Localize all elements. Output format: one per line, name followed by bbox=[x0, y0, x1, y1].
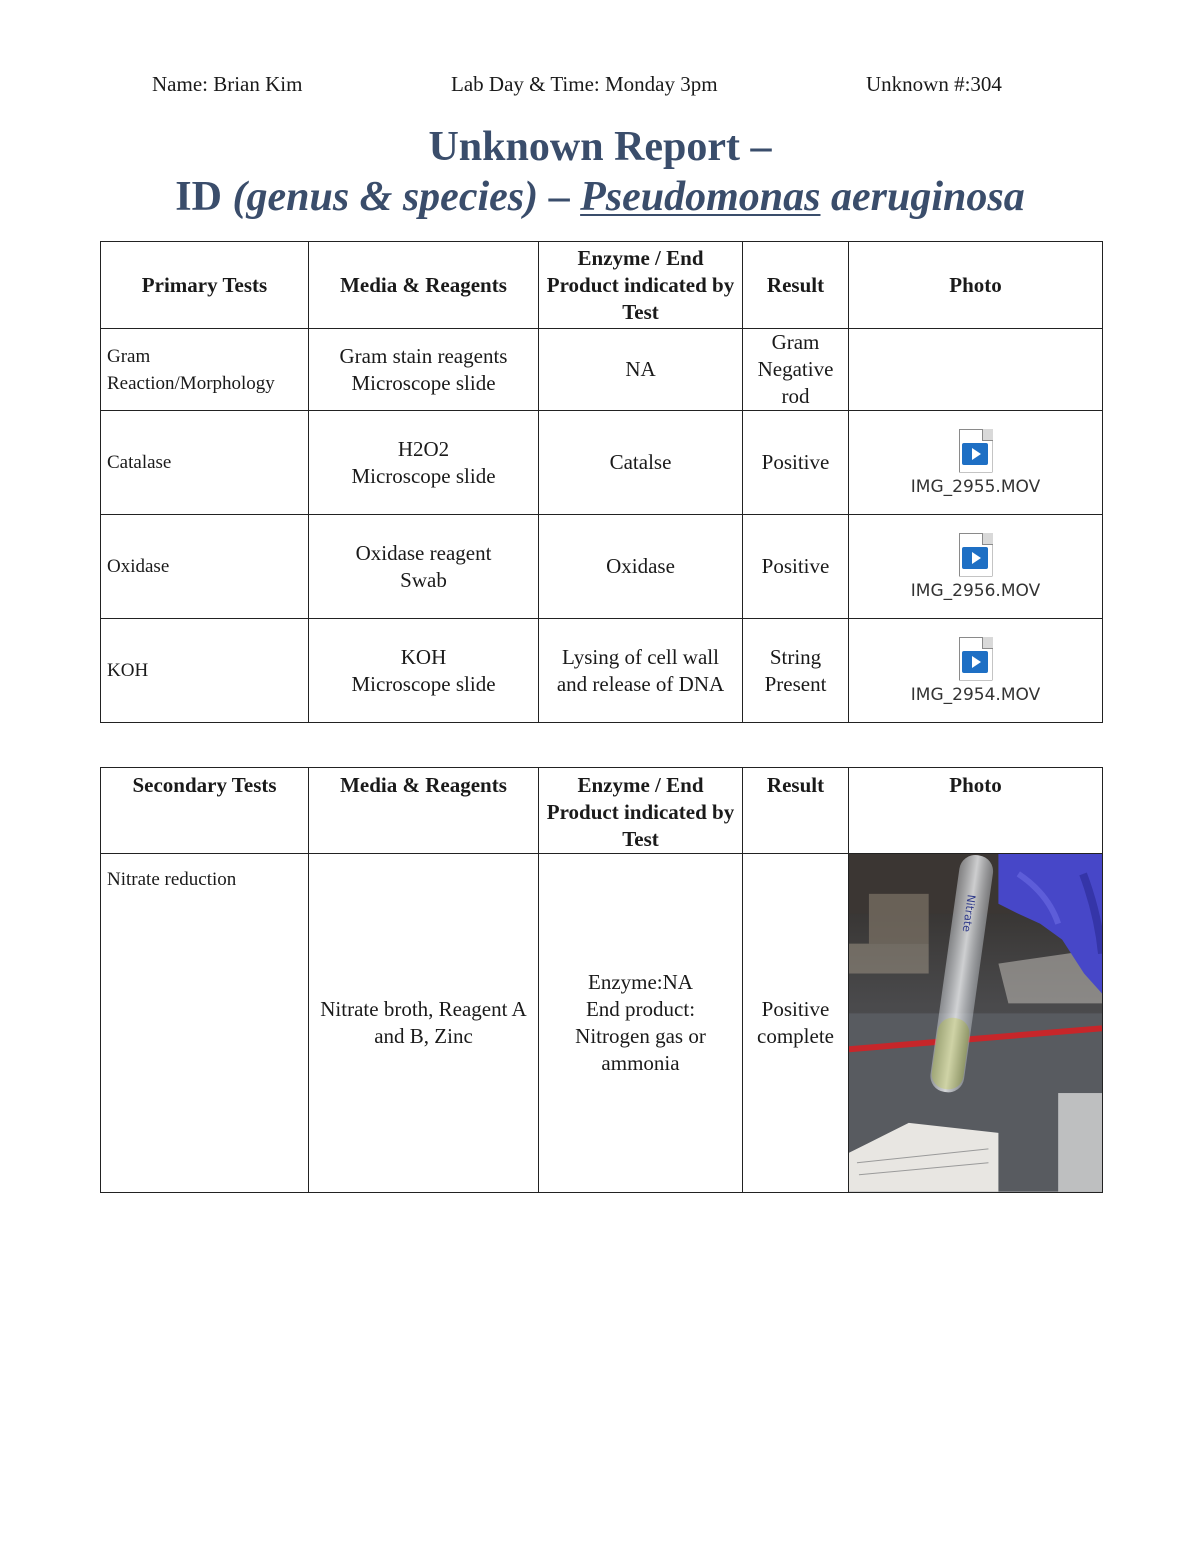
genus-species-label: (genus & species) bbox=[232, 174, 539, 220]
nitrate-photo bbox=[849, 854, 1103, 1193]
result-text: String Present bbox=[764, 644, 827, 696]
test-name: Gram Reaction/Morphology bbox=[101, 329, 309, 411]
unknown-number: Unknown #:304 bbox=[866, 72, 1002, 96]
enzyme-product: Catalse bbox=[539, 411, 743, 515]
photo-attachment[interactable] bbox=[849, 515, 1103, 619]
col-header-test: Secondary Tests bbox=[101, 768, 309, 854]
table-header-row bbox=[101, 768, 1103, 854]
photo-cell-empty bbox=[849, 329, 1103, 411]
media-line: KOH Microscope slide bbox=[351, 644, 496, 696]
video-file[interactable] bbox=[911, 637, 1040, 705]
title-dash: – bbox=[538, 174, 581, 220]
col-header-enzyme: Enzyme / End Product indicated by Test bbox=[539, 768, 743, 854]
id-prefix: ID bbox=[175, 174, 233, 220]
col-header-result: Result bbox=[743, 242, 849, 329]
col-header-enzyme: Enzyme / End Product indicated by Test bbox=[539, 242, 743, 329]
species-name: aeruginosa bbox=[820, 174, 1025, 220]
media-reagents bbox=[309, 515, 539, 619]
table-row bbox=[101, 329, 1103, 411]
col-header-result: Result bbox=[743, 768, 849, 854]
col-header-media: Media & Reagents bbox=[309, 242, 539, 329]
lab-day-time: Lab Day & Time: Monday 3pm bbox=[451, 72, 718, 96]
result: Positive bbox=[743, 411, 849, 515]
video-file-icon bbox=[959, 429, 993, 473]
photo-attachment[interactable] bbox=[849, 411, 1103, 515]
file-name: IMG_2956.MOV bbox=[910, 580, 1041, 601]
student-name: Name: Brian Kim bbox=[152, 72, 303, 96]
result bbox=[743, 854, 849, 1193]
file-name: IMG_2954.MOV bbox=[910, 684, 1041, 705]
table-row bbox=[101, 854, 1103, 1193]
nitrate-tube-photo bbox=[849, 854, 1102, 1192]
test-name: KOH bbox=[101, 619, 309, 723]
secondary-tests-table bbox=[100, 767, 1103, 1193]
media-line: H2O2 Microscope slide bbox=[351, 436, 496, 488]
video-file[interactable] bbox=[911, 429, 1040, 497]
photo-attachment[interactable] bbox=[849, 619, 1103, 723]
test-name: Catalase bbox=[101, 411, 309, 515]
table-row bbox=[101, 411, 1103, 515]
col-header-photo: Photo bbox=[849, 768, 1103, 854]
video-file-icon bbox=[959, 637, 993, 681]
col-header-photo: Photo bbox=[849, 242, 1103, 329]
svg-text:Nitrate: Nitrate bbox=[959, 893, 978, 934]
media-line: Gram stain reagents Microscope slide bbox=[339, 343, 508, 395]
media-reagents bbox=[309, 619, 539, 723]
result bbox=[743, 619, 849, 723]
enzyme-product bbox=[539, 854, 743, 1193]
media-reagents bbox=[309, 411, 539, 515]
result bbox=[743, 329, 849, 411]
report-header bbox=[0, 72, 1200, 102]
media-reagents: Nitrate broth, Reagent A and B, Zinc bbox=[309, 854, 539, 1193]
primary-tests-table bbox=[100, 241, 1103, 723]
table-header-row bbox=[101, 242, 1103, 329]
col-header-test: Primary Tests bbox=[101, 242, 309, 329]
col-header-media: Media & Reagents bbox=[309, 768, 539, 854]
test-name: Nitrate reduction bbox=[101, 854, 309, 1193]
genus-name: Pseudomonas bbox=[580, 174, 821, 220]
enzyme-product: Oxidase bbox=[539, 515, 743, 619]
result-text: Positive complete bbox=[757, 997, 834, 1048]
result: Positive bbox=[743, 515, 849, 619]
organism-id-title bbox=[0, 172, 1200, 222]
table-row bbox=[101, 515, 1103, 619]
media-reagents bbox=[309, 329, 539, 411]
video-file[interactable] bbox=[911, 533, 1040, 601]
media-line: Oxidase reagent Swab bbox=[355, 540, 492, 592]
enzyme-product: Lysing of cell wall and release of DNA bbox=[539, 619, 743, 723]
enzyme-product: NA bbox=[539, 329, 743, 411]
result-text: Gram Negative rod bbox=[757, 330, 834, 408]
enzyme-text: Enzyme:NA End product: Nitrogen gas or ammonia bbox=[575, 970, 706, 1075]
video-file-icon bbox=[959, 533, 993, 577]
table-row bbox=[101, 619, 1103, 723]
file-name: IMG_2955.MOV bbox=[910, 476, 1041, 497]
test-name: Oxidase bbox=[101, 515, 309, 619]
report-title: Unknown Report – bbox=[428, 124, 772, 170]
